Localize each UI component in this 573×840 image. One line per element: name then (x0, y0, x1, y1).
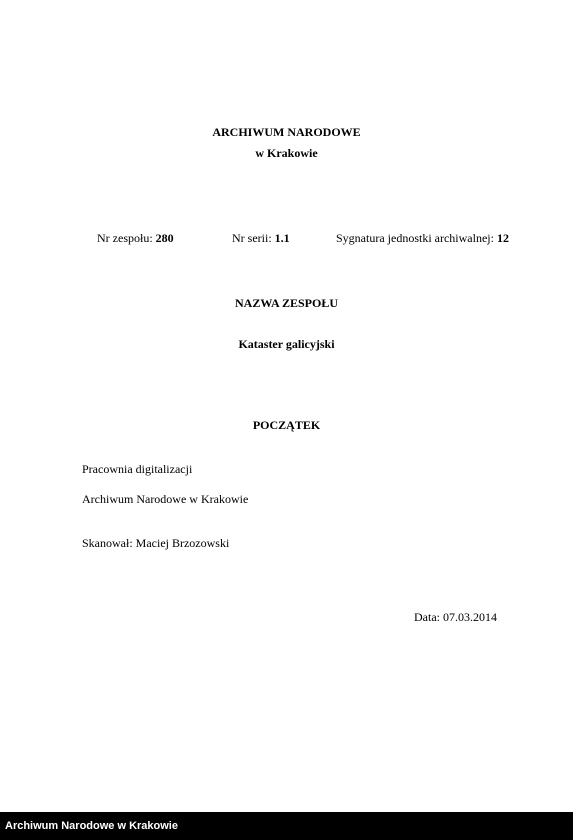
footer-text: Archiwum Narodowe w Krakowie (5, 820, 178, 832)
scanned-by: Skanował: Maciej Brzozowski (82, 536, 230, 550)
signature-number-label: Sygnatura jednostki archiwalnej: (336, 231, 494, 245)
start-heading: POCZĄTEK (252, 418, 321, 432)
archive-name: ARCHIWUM NARODOWE (212, 125, 361, 139)
fonds-name: Kataster galicyjski (238, 337, 335, 351)
archive-city: w Krakowie (255, 146, 318, 160)
signature-number-value: 12 (496, 231, 509, 245)
signature-number (336, 231, 509, 245)
series-number (232, 231, 290, 245)
fonds-number-label: Nr zespołu: (97, 231, 153, 245)
scan-date: Data: 07.03.2014 (414, 610, 497, 624)
fonds-name-heading: NAZWA ZESPOŁU (234, 296, 339, 310)
footer-bar (0, 812, 573, 840)
series-number-label: Nr serii: (232, 231, 272, 245)
series-number-value: 1.1 (274, 231, 290, 245)
lab-name: Pracownia digitalizacji (82, 462, 193, 476)
lab-archive: Archiwum Narodowe w Krakowie (82, 492, 249, 506)
fonds-number-value: 280 (155, 231, 174, 245)
fonds-number (97, 231, 174, 245)
